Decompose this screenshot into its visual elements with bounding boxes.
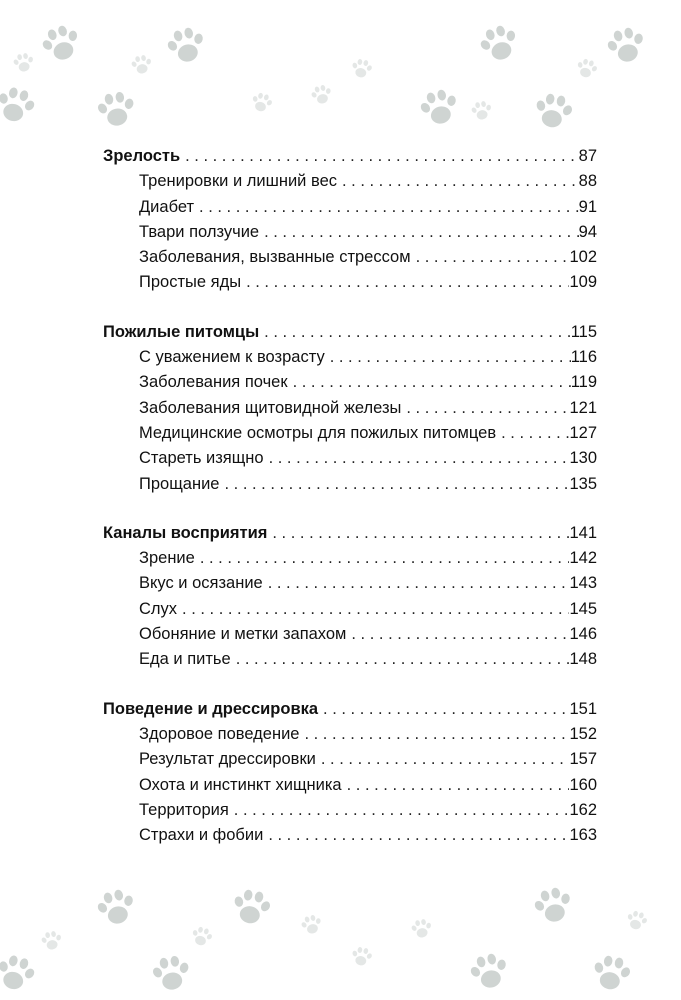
dot-leader xyxy=(259,220,579,245)
toc-section xyxy=(103,144,597,296)
dot-leader xyxy=(496,421,569,446)
paw-print-icon xyxy=(248,89,277,116)
toc-entry[interactable] xyxy=(103,798,597,823)
page-number: 94 xyxy=(578,222,597,241)
paw-print-icon xyxy=(623,907,652,934)
paw-print-icon xyxy=(464,947,517,997)
page-number: 130 xyxy=(569,449,597,468)
page-number: 151 xyxy=(569,699,597,718)
toc-entry[interactable] xyxy=(103,722,597,747)
dot-leader xyxy=(263,571,570,596)
toc-section xyxy=(103,697,597,849)
toc-section xyxy=(103,521,597,673)
section-title: Зрелость xyxy=(103,147,181,165)
paw-print-icon xyxy=(348,56,375,82)
entry-title: Обоняние и метки запахом xyxy=(139,625,347,644)
page-number: 102 xyxy=(569,248,597,267)
section-title: Каналы восприятия xyxy=(103,523,268,542)
toc-section xyxy=(103,320,597,497)
paw-print-icon xyxy=(10,50,37,76)
entry-title: Заболевания почек xyxy=(139,373,288,392)
page-number: 109 xyxy=(569,273,597,292)
page-number: 163 xyxy=(569,826,597,845)
entry-title: Заболевания щитовидной железы xyxy=(139,398,402,417)
paw-print-icon xyxy=(472,18,527,71)
toc-entry[interactable] xyxy=(103,370,597,395)
paw-print-icon xyxy=(587,950,637,997)
dot-leader xyxy=(318,697,569,722)
page-number: 146 xyxy=(569,625,597,644)
dot-leader xyxy=(259,320,571,345)
dot-leader xyxy=(337,169,579,194)
section-title: Пожилые питомцы xyxy=(103,322,260,341)
toc-entry[interactable] xyxy=(103,245,597,270)
dot-leader xyxy=(219,472,569,497)
dot-leader xyxy=(231,647,570,672)
toc-entry[interactable] xyxy=(103,773,597,798)
entry-title: Зрение xyxy=(139,549,195,568)
paw-print-icon xyxy=(92,86,142,133)
paw-print-icon xyxy=(227,884,277,931)
page-number: 143 xyxy=(569,574,597,593)
paw-print-icon xyxy=(91,883,144,933)
entry-title: Диабет xyxy=(139,197,195,216)
page-number: 87 xyxy=(578,147,597,165)
paw-print-icon xyxy=(0,949,42,999)
page-number: 127 xyxy=(569,423,597,442)
page-number: 119 xyxy=(570,373,597,392)
page-number: 145 xyxy=(569,599,597,618)
paw-print-icon xyxy=(468,98,495,124)
paw-print-icon xyxy=(161,21,214,71)
entry-title: Результат дрессировки xyxy=(139,750,316,769)
dot-leader xyxy=(316,747,570,772)
dot-leader xyxy=(342,773,570,798)
page-number: 121 xyxy=(569,398,597,417)
page-number: 142 xyxy=(569,549,597,568)
page-number: 157 xyxy=(569,750,597,769)
toc-entry[interactable] xyxy=(103,195,597,220)
toc-entry[interactable] xyxy=(103,345,597,370)
paw-print-icon xyxy=(188,923,217,950)
toc-entry[interactable] xyxy=(103,546,597,571)
toc-entry[interactable] xyxy=(103,472,597,497)
paw-print-icon xyxy=(298,911,327,938)
toc-entry[interactable] xyxy=(103,571,597,596)
paw-print-icon xyxy=(408,916,435,942)
dot-leader xyxy=(229,798,570,823)
entry-title: Вкус и осязание xyxy=(139,574,263,593)
top-paw-decoration xyxy=(0,0,681,140)
paw-print-icon xyxy=(147,950,197,997)
paw-print-icon xyxy=(34,18,89,71)
page-number: 162 xyxy=(569,800,597,819)
entry-title: Тренировки и лишний вес xyxy=(139,172,337,191)
paw-print-icon xyxy=(348,944,375,970)
dot-leader xyxy=(264,446,570,471)
toc-entry[interactable] xyxy=(103,597,597,622)
paw-print-icon xyxy=(601,21,654,71)
toc-entry[interactable] xyxy=(103,747,597,772)
page-number: 152 xyxy=(569,724,597,743)
paw-print-icon xyxy=(529,88,579,135)
entry-title: Еда и питье xyxy=(139,650,231,669)
entry-title: Простые яды xyxy=(139,273,242,292)
toc-section-heading[interactable] xyxy=(103,697,597,722)
toc-entry[interactable] xyxy=(103,446,597,471)
page-number: 141 xyxy=(569,523,597,542)
paw-print-icon xyxy=(308,81,337,108)
section-title: Поведение и дрессировка xyxy=(103,699,319,718)
dot-leader xyxy=(241,270,569,295)
entry-title: Слух xyxy=(139,599,178,618)
entry-title: С уважением к возрасту xyxy=(139,348,325,367)
page-number: 116 xyxy=(570,348,597,367)
entry-title: Медицинские осмотры для пожилых питомцев xyxy=(139,423,497,442)
entry-title: Территория xyxy=(139,800,229,819)
toc-entry[interactable] xyxy=(103,270,597,295)
table-of-contents xyxy=(103,144,597,872)
toc-entry[interactable] xyxy=(103,823,597,848)
entry-title: Заболевания, вызванные стрессом xyxy=(139,248,411,267)
entry-title: Охота и инстинкт хищника xyxy=(139,775,342,794)
dot-leader xyxy=(346,622,569,647)
page-number: 91 xyxy=(578,197,597,216)
dot-leader xyxy=(325,345,571,370)
paw-print-icon xyxy=(38,928,65,954)
toc-entry[interactable] xyxy=(103,647,597,672)
paw-print-icon xyxy=(414,83,467,133)
entry-title: Прощание xyxy=(139,474,220,493)
page-number: 88 xyxy=(578,172,597,191)
paw-print-icon xyxy=(128,52,155,78)
toc-section-heading[interactable] xyxy=(103,144,597,169)
page-number: 135 xyxy=(569,474,597,493)
toc-entry[interactable] xyxy=(103,421,597,446)
dot-leader xyxy=(180,144,579,169)
paw-print-icon xyxy=(573,55,602,82)
toc-entry[interactable] xyxy=(103,169,597,194)
toc-section-heading[interactable] xyxy=(103,521,597,546)
dot-leader xyxy=(411,245,570,270)
dot-leader xyxy=(288,370,571,395)
paw-print-icon xyxy=(0,81,42,131)
dot-leader xyxy=(263,823,569,848)
entry-title: Стареть изящно xyxy=(139,449,264,468)
dot-leader xyxy=(194,195,579,220)
toc-entry[interactable] xyxy=(103,220,597,245)
page-number: 115 xyxy=(570,322,597,341)
entry-title: Твари ползучие xyxy=(139,222,260,241)
dot-leader xyxy=(299,722,569,747)
paw-print-icon xyxy=(528,881,581,931)
toc-entry[interactable] xyxy=(103,622,597,647)
page-number: 160 xyxy=(569,775,597,794)
dot-leader xyxy=(267,521,569,546)
entry-title: Страхи и фобии xyxy=(139,826,264,845)
page-number: 148 xyxy=(569,650,597,669)
toc-entry[interactable] xyxy=(103,396,597,421)
toc-section-heading[interactable] xyxy=(103,320,597,345)
dot-leader xyxy=(195,546,570,571)
bottom-paw-decoration xyxy=(0,870,681,1000)
dot-leader xyxy=(177,597,569,622)
dot-leader xyxy=(401,396,569,421)
entry-title: Здоровое поведение xyxy=(139,724,300,743)
